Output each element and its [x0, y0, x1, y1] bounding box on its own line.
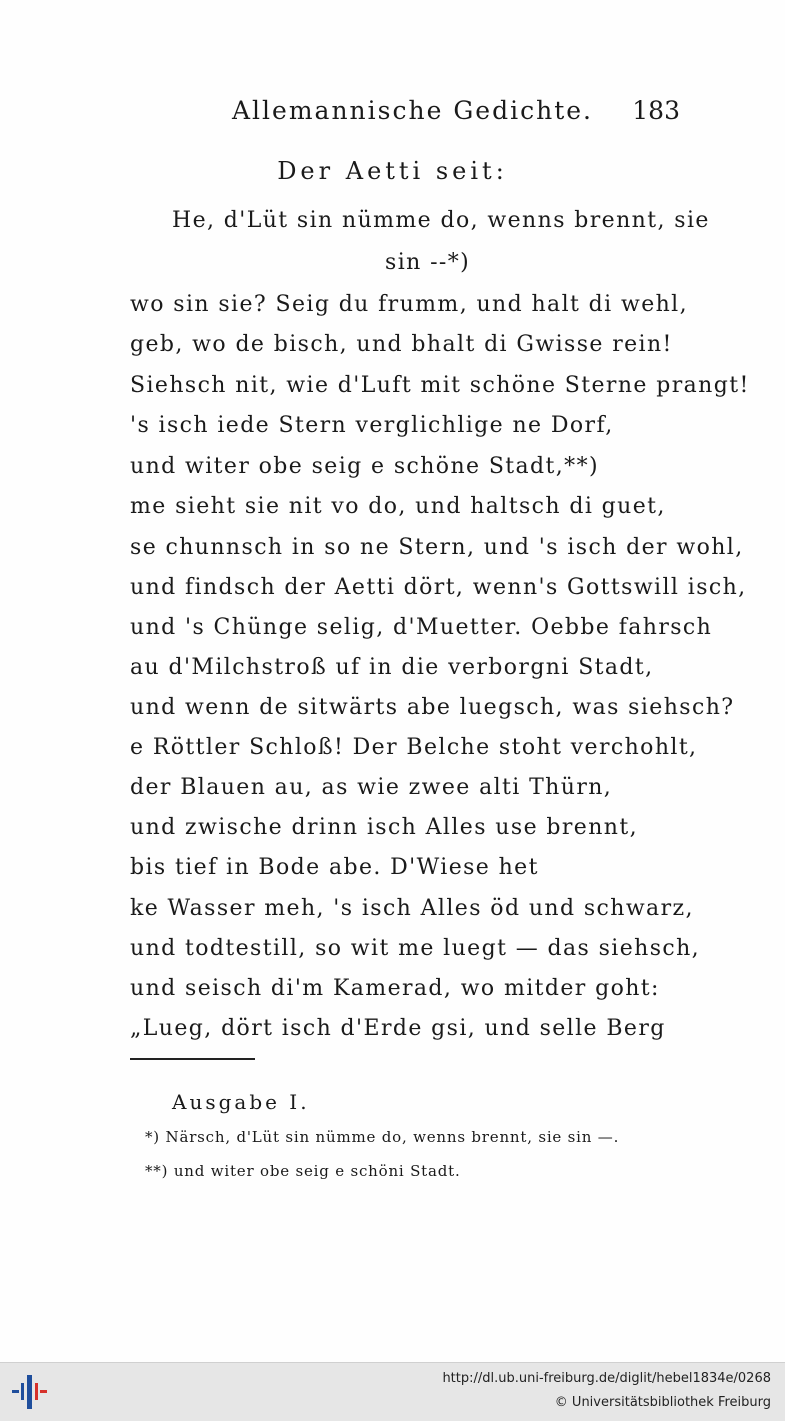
poem-line: sin --*): [385, 250, 471, 275]
poem-line: und zwische drinn isch Alles use brennt,: [130, 815, 638, 840]
poem-line: und todtestill, so wit me luegt — das siehsch,: [130, 936, 701, 961]
footnote-divider: [130, 1058, 255, 1060]
poem-line: e Röttler Schloß! Der Belche stoht verchohlt,: [130, 735, 698, 760]
poem-line: wo sin sie? Seig du frumm, und halt di wehl,: [130, 292, 689, 317]
footnote: *) Närsch, d'Lüt sin nümme do, wenns brennt, sie sin —.: [145, 1128, 620, 1146]
poem-line: der Blauen au, as wie zwee alti Thürn,: [130, 775, 613, 800]
poem-line: He, d'Lüt sin nümme do, wenns brennt, sie: [172, 208, 710, 233]
library-logo-icon[interactable]: [12, 1373, 52, 1413]
viewer-footer: [0, 1362, 785, 1421]
poem-line: 's isch iede Stern verglichlige ne Dorf,: [130, 413, 614, 438]
permalink-url[interactable]: http://dl.ub.uni-freiburg.de/diglit/hebel1834e/0268: [442, 1371, 771, 1386]
poem-line: bis tief in Bode abe. D'Wiese het: [130, 855, 539, 880]
poem-line: und wenn de sitwärts abe luegsch, was siehsch?: [130, 695, 735, 720]
footnote: **) und witer obe seig e schöni Stadt.: [145, 1162, 461, 1180]
poem-line: se chunnsch in so ne Stern, und 's isch der wohl,: [130, 535, 744, 560]
poem-line: Siehsch nit, wie d'Luft mit schöne Sterne prangt!: [130, 373, 750, 398]
running-head: [232, 96, 680, 130]
running-head-title: Allemannische Gedichte.: [232, 96, 593, 125]
poem-line: au d'Milchstroß uf in die verborgni Stadt,: [130, 655, 654, 680]
edition-label: Ausgabe I.: [172, 1090, 310, 1114]
page-number: 183: [632, 96, 680, 125]
poem-line: und findsch der Aetti dört, wenn's Gottswill isch,: [130, 575, 747, 600]
poem-line: me sieht sie nit vo do, und haltsch di guet,: [130, 494, 666, 519]
copyright-notice: © Universitätsbibliothek Freiburg: [554, 1395, 771, 1410]
speaker-heading: Der Aetti seit:: [277, 157, 508, 185]
poem-line: und 's Chünge selig, d'Muetter. Oebbe fahrsch: [130, 615, 713, 640]
poem-line: ke Wasser meh, 's isch Alles öd und schwarz,: [130, 896, 694, 921]
poem-line: geb, wo de bisch, und bhalt di Gwisse rein!: [130, 332, 673, 357]
poem-line: „Lueg, dört isch d'Erde gsi, und selle Berg: [130, 1016, 666, 1041]
poem-line: und seisch di'm Kamerad, wo mitder goht:: [130, 976, 660, 1001]
poem-line: und witer obe seig e schöne Stadt,**): [130, 454, 599, 479]
